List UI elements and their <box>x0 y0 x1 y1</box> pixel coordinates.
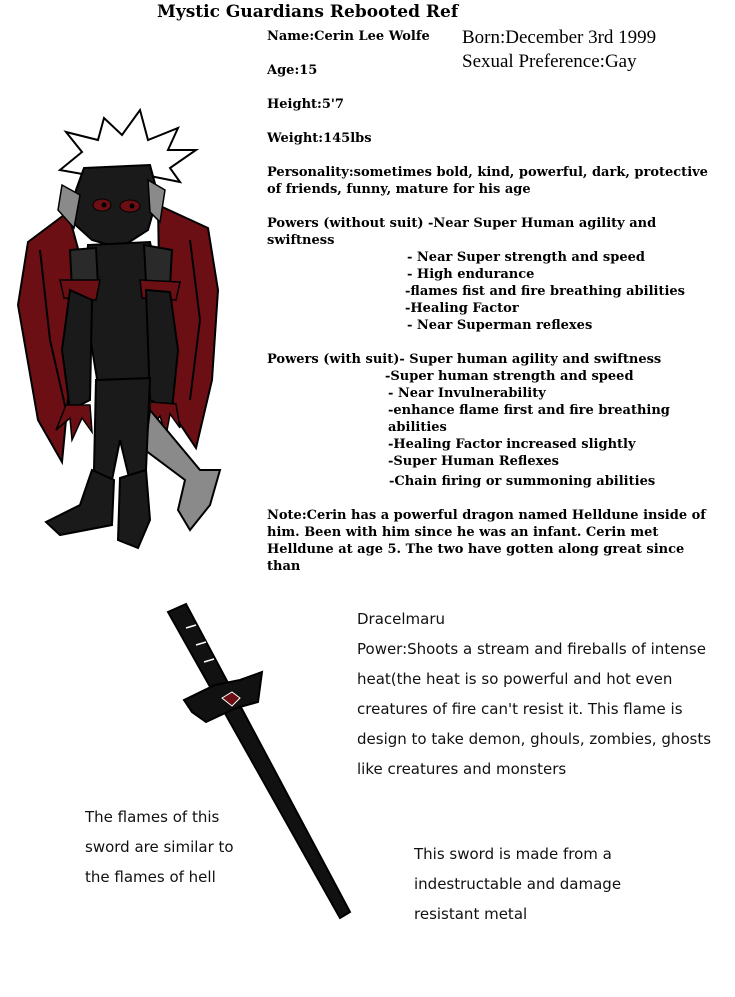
born-date: Born:December 3rd 1999 <box>462 27 657 48</box>
powers-with-suit-heading: Powers (with suit)- Super human agility and swiftness <box>267 352 662 367</box>
power-item: -Chain firing or summoning abilities <box>389 474 656 489</box>
sword-description <box>357 604 717 784</box>
flames-note: The flames of this sword are similar to the flames of hell <box>85 808 234 886</box>
power-item: -Healing Factor <box>405 301 519 316</box>
right-foot <box>118 470 150 548</box>
note-field: Note:Cerin has a powerful dragon named Helldune inside of him. Been with him since he was an infant. Cerin met Helldune at age 5. The two have gotten along great since than <box>267 508 706 574</box>
power-item: -Healing Factor increased slightly <box>388 437 636 452</box>
power-item: - High endurance <box>407 267 535 282</box>
powers-without-suit-heading: Powers (without suit) -Near Super Human agility and swiftness <box>267 216 657 248</box>
power-item: -enhance flame first and fire breathing abilities <box>388 403 670 435</box>
power-item: -Super Human Reflexes <box>388 454 559 469</box>
left-foot <box>46 470 114 535</box>
sexual-preference: Sexual Preference:Gay <box>462 51 637 72</box>
power-item: - Near Super strength and speed <box>407 250 645 265</box>
power-item: - Near Superman reflexes <box>407 318 593 333</box>
power-item: -Super human strength and speed <box>385 369 634 384</box>
right-arm <box>146 290 178 410</box>
page-title: Mystic Guardians Rebooted Ref <box>157 2 459 22</box>
power-item: -flames fist and fire breathing abilities <box>405 284 685 299</box>
personality-field: Personality:sometimes bold, kind, powerful, dark, protective of friends, funny, mature for his age <box>267 165 708 197</box>
weight-field: Weight:145lbs <box>267 131 372 146</box>
power-item: - Near Invulnerability <box>388 386 546 401</box>
age-field: Age:15 <box>267 63 318 78</box>
name-field: Name:Cerin Lee Wolfe <box>267 29 430 44</box>
material-note: This sword is made from a indestructable and damage resistant metal <box>414 845 622 923</box>
sword-name: Dracelmaru <box>357 610 446 628</box>
head <box>70 165 158 248</box>
sword-power: Power:Shoots a stream and fireballs of intense heat(the heat is so powerful and hot even creatures of fire can't resist it. This flame is design to take demon, ghouls, zombies, ghosts like creatures and monsters <box>357 640 712 778</box>
height-field: Height:5'7 <box>267 97 344 112</box>
